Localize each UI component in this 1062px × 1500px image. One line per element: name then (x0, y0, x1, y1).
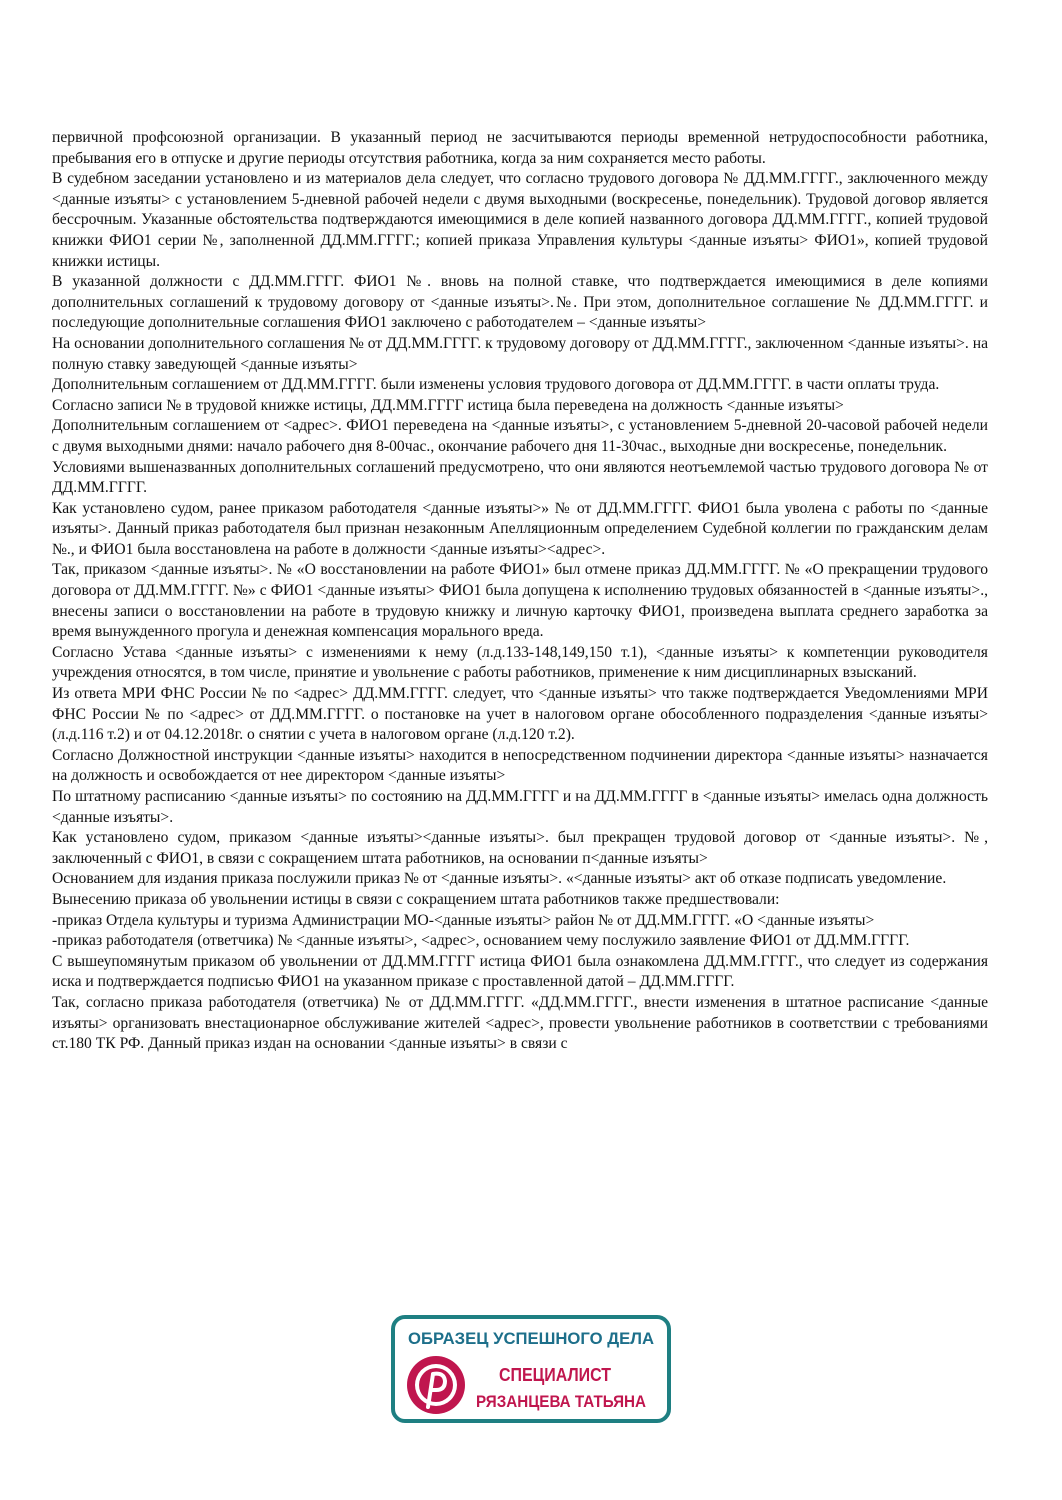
paragraph: По штатному расписанию <данные изъяты> по состоянию на ДД.ММ.ГГГГ и на ДД.ММ.ГГГГ в <данные изъяты> имелась одна должность <данные изъяты>. (52, 788, 988, 826)
stamp-role: СПЕЦИАЛИСТ (499, 1365, 611, 1385)
paragraph: -приказ Отдела культуры и туризма Администрации МО-<данные изъяты> район № от ДД.ММ.ГГГГ. «О <данные изъяты> (52, 911, 875, 929)
paragraph: На основании дополнительного соглашения № от ДД.ММ.ГГГГ. к трудовому договору от ДД.ММ.ГГГГ., заключенном <данные изъяты>. на полную ставку заведующей <данные изъяты> (52, 334, 988, 373)
paragraph: Как установлено судом, ранее приказом работодателя <данные изъяты>» № от ДД.ММ.ГГГГ. ФИО1 была уволена с работы по <данные изъяты>. Данный приказ работодателя был признан незаконным Апелляционным определением Судебной коллегии по гражданским делам №., и ФИО1 была восстановлена на работе в должности <данные изъяты><адрес>. (52, 499, 988, 558)
paragraph: Основанием для издания приказа послужили приказ № от <данные изъяты>. «<данные изъяты> акт об отказе подписать уведомление. (52, 870, 947, 888)
paragraph: Как установлено судом, приказом <данные изъяты><данные изъяты>. был прекращен трудовой договор от <данные изъяты>. №, заключенный с ФИО1, в связи с сокращением штата работников, на основании п<данные изъяты> (52, 829, 988, 867)
paragraph: Согласно Должностной инструкции <данные изъяты> находится в непосредственном подчинении директора <данные изъяты> назначается на должность и освобождается от нее директором <данные изъяты> (52, 746, 988, 785)
paragraph: -приказ работодателя (ответчика) № <данные изъяты>, <адрес>, основанием чему послужило заявление ФИО1 от ДД.ММ.ГГГГ. (52, 932, 910, 950)
pinterest-icon (407, 1356, 465, 1414)
paragraph: Так, приказом <данные изъяты>. № «О восстановлении на работе ФИО1» был отмене приказ ДД.ММ.ГГГГ. № «О прекращении трудового договора от ДД.ММ.ГГГГ. №» с ФИО1 <данные изъяты> ФИО1 была допущена к исполнению трудовых обязанностей в <данные изъяты>., внесены записи о восстановлении на работе в трудовую книжку и личную карточку ФИО1, произведена выплата среднего заработка за время вынужденного прогула и денежная компенсация морального вреда. (52, 561, 988, 641)
paragraph: Условиями вышеназванных дополнительных соглашений предусмотрено, что они являются неотъемлемой частью трудового договора № от ДД.ММ.ГГГГ. (52, 458, 988, 497)
paragraph: С вышеупомянутым приказом об увольнении от ДД.ММ.ГГГГ истица ФИО1 была ознакомлена ДД.ММ.ГГГГ., что следует из содержания иска и подтверждается подписью ФИО1 на указанном приказе с проставленной датой – ДД.ММ.ГГГГ. (52, 952, 988, 991)
paragraph: Дополнительным соглашением от <адрес>. ФИО1 переведена на <данные изъяты>, с установлением 5-дневной 20-часовой рабочей недели с двумя выходными днями: начало рабочего дня 8-00час., окончание рабочего дня 11-30час., выходные дни воскресенье, понедельник. (52, 417, 988, 455)
paragraph: Согласно записи № в трудовой книжке истицы, ДД.ММ.ГГГГ истица была переведена на должность <данные изъяты> (52, 396, 844, 414)
stamp-graphic (395, 1319, 667, 1419)
paragraph: Дополнительным соглашением от ДД.ММ.ГГГГ. были изменены условия трудового договора от ДД.ММ.ГГГГ. в части оплаты труда. (52, 376, 940, 394)
stamp-name: РЯЗАНЦЕВА ТАТЬЯНА (476, 1392, 646, 1411)
stamp-title: ОБРАЗЕЦ УСПЕШНОГО ДЕЛА (408, 1329, 654, 1348)
paragraph: Из ответа МРИ ФНС России № по <адрес> ДД.ММ.ГГГГ. следует, что <данные изъяты> что также подтверждается Уведомлениями МРИ ФНС России № по <адрес> от ДД.ММ.ГГГГ. о постановке на учет в налоговом органе обособленного подразделения <данные изъяты> (л.д.116 т.2) и от 04.12.2018г. о снятии с учета в налоговом органе (л.д.120 т.2). (52, 685, 988, 744)
paragraph: В судебном заседании установлено и из материалов дела следует, что согласно трудового договора № ДД.ММ.ГГГГ., заключенного между <данные изъяты> с установлением 5-дневной рабочей недели с двумя выходными (воскресенье, понедельник). Трудовой договор является бессрочным. Указанные обстоятельства подтверждаются имеющимися в деле копией названного договора ДД.ММ.ГГГГ., копией трудовой книжки ФИО1 серии №, заполненной ДД.ММ.ГГГГ.; копией приказа Управления культуры <данные изъяты> ФИО1», копией трудовой книжки истицы. (52, 170, 988, 270)
paragraph: первичной профсоюзной организации. В указанный период не засчитываются периоды временной нетрудоспособности работника, пребывания его в отпуске и другие периоды отсутствия работника, когда за ним сохраняется место работы. (52, 129, 988, 167)
document-body (52, 128, 988, 1055)
paragraph: Согласно Устава <данные изъяты> с изменениями к нему (л.д.133-148,149,150 т.1), <данные изъяты> к компетенции руководителя учреждения относятся, в том числе, принятие и увольнение с работы работников, применение к ним дисциплинарных взысканий. (52, 643, 988, 682)
paragraph: В указанной должности с ДД.ММ.ГГГГ. ФИО1 №. вновь на полной ставке, что подтверждается имеющимися в деле копиями дополнительных соглашений к трудовому договору от <данные изъяты>.№. При этом, дополнительное соглашение № ДД.ММ.ГГГГ. и последующие дополнительные соглашения ФИО1 заключено с работодателем – <данные изъяты> (52, 273, 988, 332)
watermark-stamp (391, 1315, 671, 1423)
paragraph: Вынесению приказа об увольнении истицы в связи с сокращением штата работников также предшествовали: (52, 890, 780, 908)
paragraph: Так, согласно приказа работодателя (ответчика) № от ДД.ММ.ГГГГ. «ДД.ММ.ГГГГ., внести изменения в штатное расписание <данные изъяты> организовать внестационарное обслуживание жителей <адрес>, провести увольнение работников в соответствии с требованиями ст.180 ТК РФ. Данный приказ издан на основании <данные изъяты> в связи с (52, 993, 988, 1053)
